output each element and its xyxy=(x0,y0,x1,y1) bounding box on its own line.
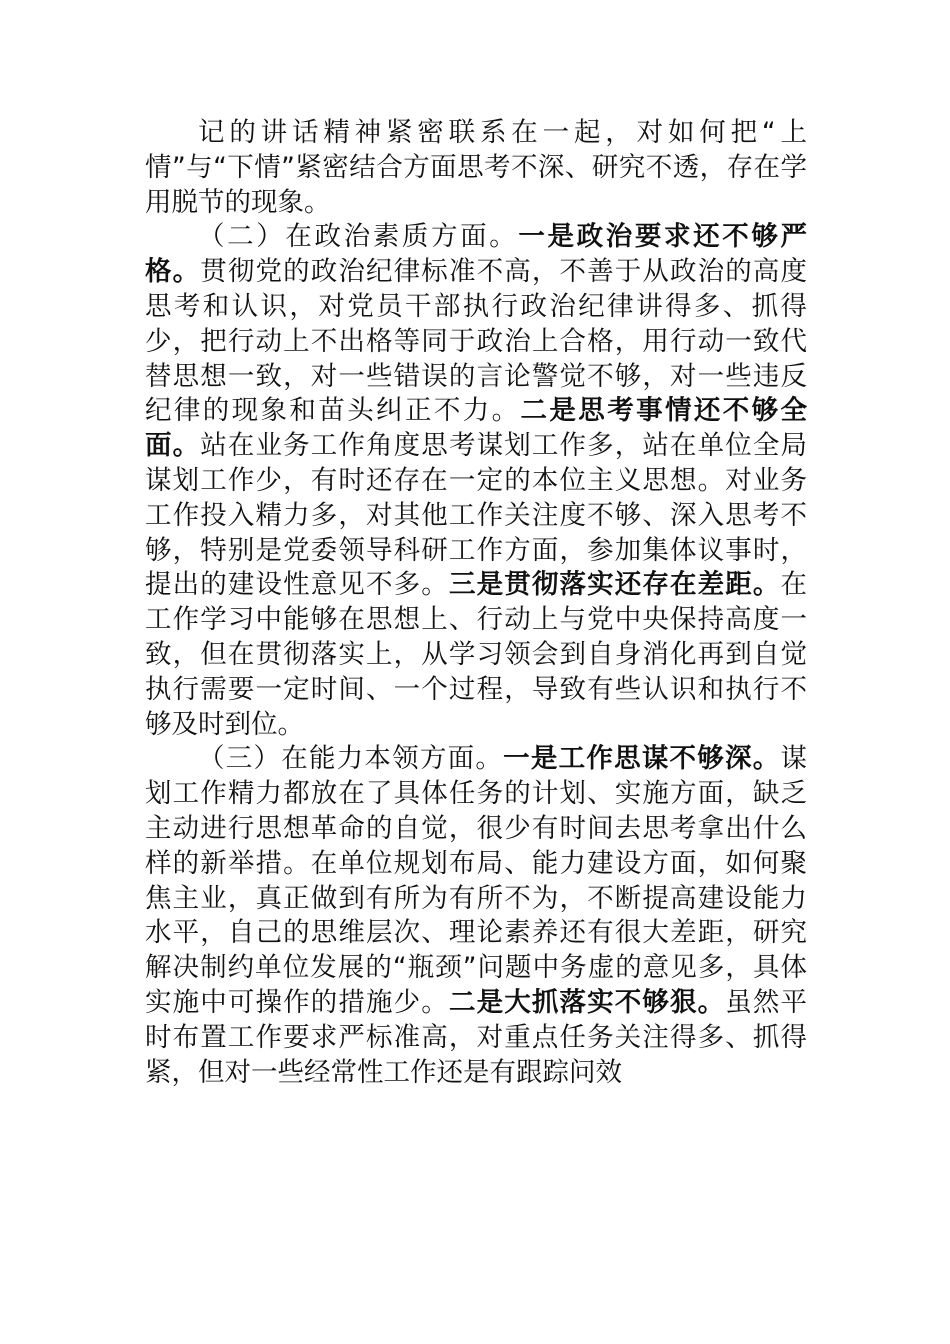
paragraph-continued xyxy=(145,116,807,220)
document-body xyxy=(145,116,807,1090)
paragraph-political-quality xyxy=(145,220,807,742)
point-one-text: 贯彻党的政治纪律标准不高，不善于从政治的高度思考和认识，对党员干部执行政治纪律讲得多、抓得少，把行动上不出格等同于政治上合格，用行动一致代替思想一致，对一些错误的言论警觉不够，对一些违反纪律的现象和苗头纠正不力。 xyxy=(145,256,808,427)
section-heading-three: （三）在能力本领方面。 xyxy=(198,743,504,775)
point-two-heading: 二是思考事情还不够全面。 xyxy=(145,395,808,462)
point-two-text: 站在业务工作角度思考谋划工作多，站在单位全局谋划工作少，有时还存在一定的本位主义思想。对业务工作投入精力多，对其他工作关注度不够、深入思考不够，特别是党委领导科研工作方面，参加集体议事时，提出的建设性意见不多。 xyxy=(145,430,808,601)
paragraph-ability xyxy=(145,742,807,1090)
point-one-text: 谋划工作精力都放在了具体任务的计划、实施方面，缺乏主动进行思想革命的自觉，很少有时间去思考拿出什么样的新举措。在单位规划布局、能力建设方面，如何聚焦主业，真正做到有所为有所不为，不断提高建设能力水平，自己的思维层次、理论素养还有很大差距，研究解决制约单位发展的“瓶颈”问题中务虚的意见多，具体实施中可操作的措施少。 xyxy=(145,743,808,1018)
section-heading-two: （二）在政治素质方面。 xyxy=(198,221,519,253)
point-one-heading: 一是政治要求还不够严格。 xyxy=(145,221,807,288)
point-three-heading: 三是贯彻落实还存在差距。 xyxy=(448,569,781,601)
point-two-text: 虽然平时布置工作要求严标准高，对重点任务关注得多、抓得紧，但对一些经常性工作还是有跟踪问效 xyxy=(145,986,808,1088)
point-three-text: 在工作学习中能够在思想上、行动上与党中央保持高度一致，但在贯彻落实上，从学习领会到自身消化再到自觉执行需要一定时间、一个过程，导致有些认识和执行不够及时到位。 xyxy=(145,569,808,740)
point-two-heading: 二是大抓落实不够狠。 xyxy=(448,986,726,1018)
paragraph-text: 记的讲话精神紧密联系在一起，对如何把“上情”与“下情”紧密结合方面思考不深、研究不透，存在学用脱节的现象。 xyxy=(145,117,807,218)
point-one-heading: 一是工作思谋不够深。 xyxy=(503,743,781,775)
